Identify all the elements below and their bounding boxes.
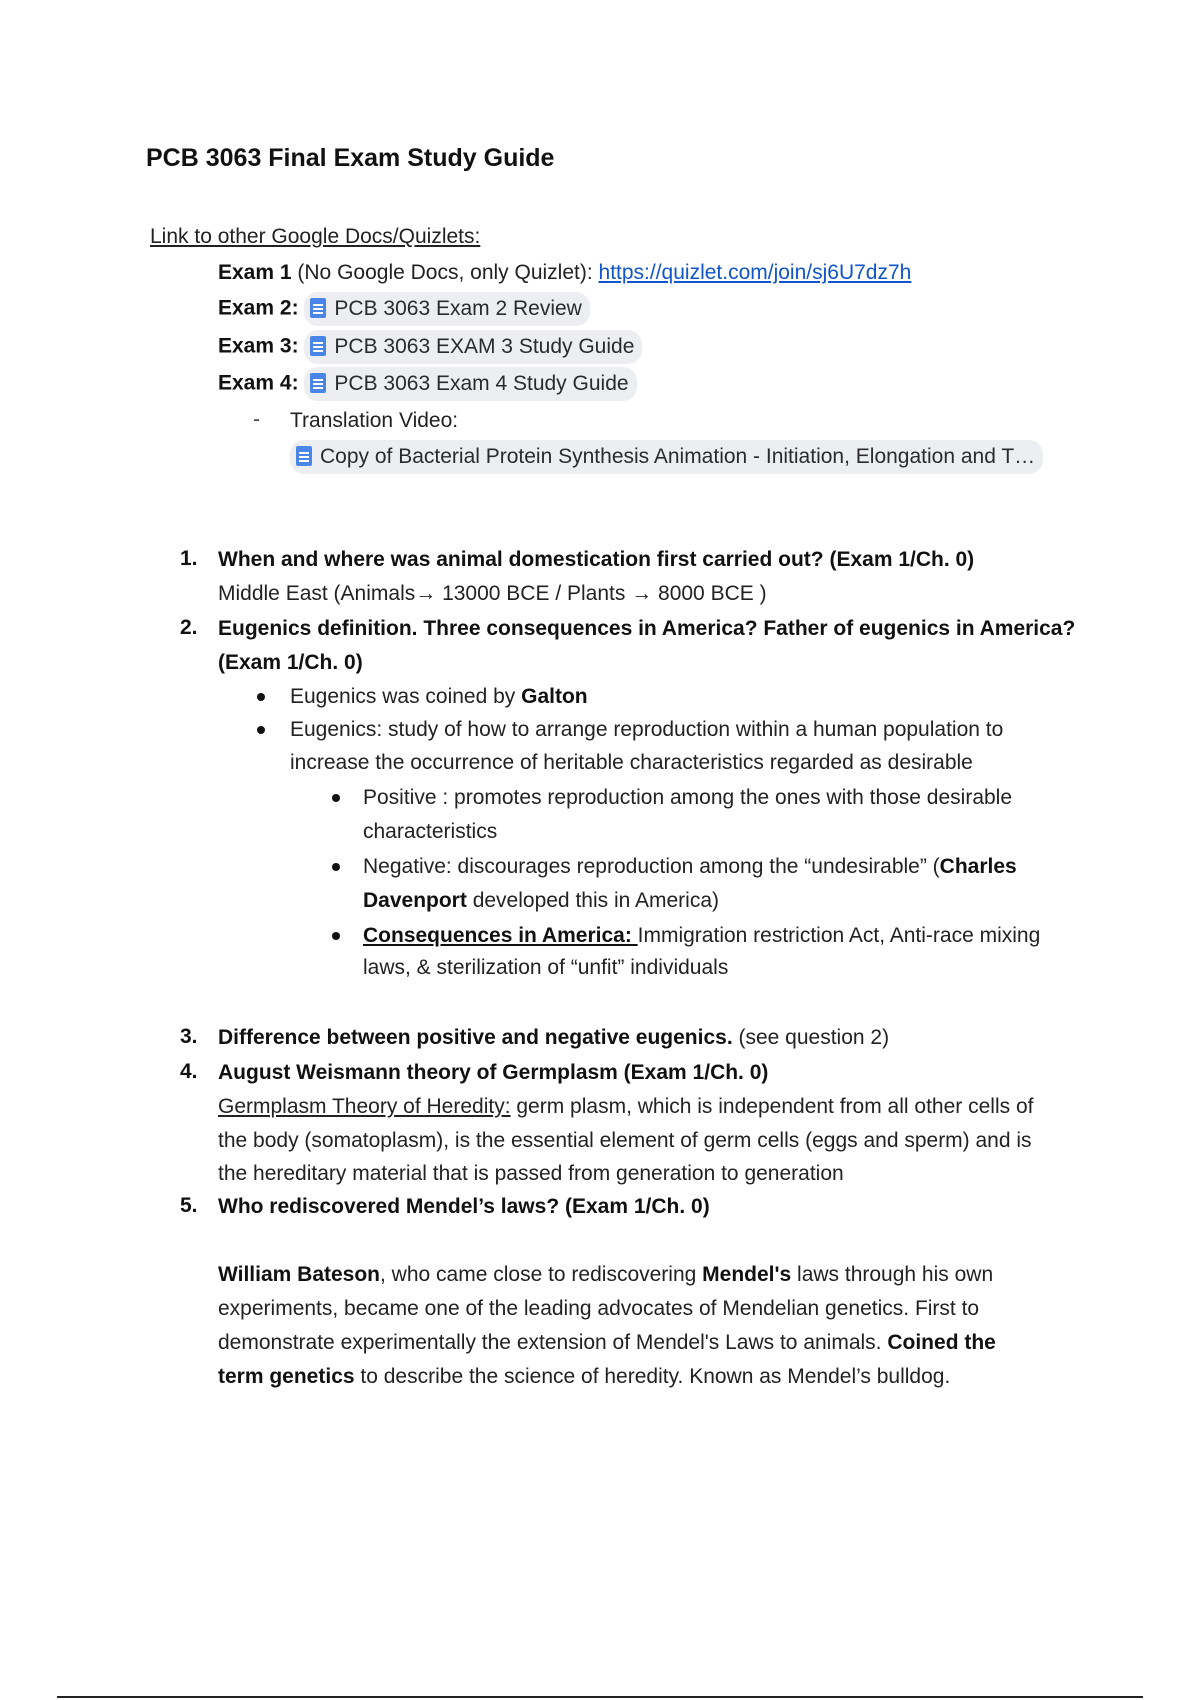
exam2-label: Exam 2 — [218, 296, 292, 320]
q2-bullet2-line1: Eugenics: study of how to arrange reproduction within a human population to — [290, 718, 1004, 741]
translation-video-chip[interactable] — [290, 440, 1043, 474]
quizlet-link[interactable]: https://quizlet.com/join/sj6U7dz7h — [598, 261, 912, 284]
exam3-doc-chip[interactable] — [304, 330, 642, 364]
q1-question: When and where was animal domestication first carried out? (Exam 1/Ch. 0) — [218, 548, 975, 571]
q2-negative-line2: Davenport developed this in America) — [363, 889, 719, 912]
q5-answer-line1: William Bateson, who came close to rediscovering Mendel's laws through his own — [218, 1263, 994, 1286]
q5-answer-line3: demonstrate experimentally the extension of Mendel's Laws to animals. Coined the — [218, 1331, 996, 1354]
exam3-chip-label: PCB 3063 EXAM 3 Study Guide — [334, 335, 635, 358]
q4-answer-line3: the hereditary material that is passed from generation to generation — [218, 1162, 844, 1185]
q4-answer-line1: Germplasm Theory of Heredity: germ plasm, which is independent from all other cells of — [218, 1095, 1034, 1118]
translation-chip-label: Copy of Bacterial Protein Synthesis Animation - Initiation, Elongation and T… — [320, 445, 1036, 468]
links-heading: Link to other Google Docs/Quizlets: — [150, 225, 481, 248]
exam4-chip-label: PCB 3063 Exam 4 Study Guide — [334, 372, 629, 395]
q5-answer-line4: term genetics to describe the science of heredity. Known as Mendel’s bulldog. — [218, 1365, 951, 1388]
exam1-line — [218, 259, 911, 287]
q5-question: Who rediscovered Mendel’s laws? (Exam 1/Ch. 0) — [218, 1195, 710, 1218]
bullet-dot — [257, 726, 265, 734]
exam3-line: Exam 3: PCB 3063 EXAM 3 Study Guide — [218, 330, 642, 364]
google-doc-icon — [310, 373, 326, 393]
translation-label: Translation Video: — [290, 409, 459, 432]
q2-positive-line1: Positive : promotes reproduction among the ones with those desirable — [363, 786, 1013, 809]
q2-question-line1: Eugenics definition. Three consequences in America? Father of eugenics in America? — [218, 617, 1076, 640]
bullet-dot — [332, 794, 340, 802]
google-doc-icon — [310, 336, 326, 356]
exam4-label: Exam 4 — [218, 371, 292, 395]
q2-question-line2: (Exam 1/Ch. 0) — [218, 651, 363, 674]
q2-positive-line2: characteristics — [363, 820, 498, 843]
exam4-line: Exam 4: PCB 3063 Exam 4 Study Guide — [218, 367, 637, 401]
footer-divider — [57, 1696, 1143, 1698]
bullet-dot — [332, 932, 340, 940]
exam1-label: Exam 1 — [218, 261, 292, 284]
q2-negative-line1: Negative: discourages reproduction among the “undesirable” (Charles — [363, 855, 1017, 878]
q3-line: Difference between positive and negative eugenics. (see question 2) — [218, 1026, 890, 1049]
bullet-dot — [332, 863, 340, 871]
q4-number: 4. — [180, 1060, 198, 1083]
exam1-note: (No Google Docs, only Quizlet): — [291, 261, 599, 284]
q2-number: 2. — [180, 616, 198, 639]
q1-answer: Middle East (Animals→ 13000 BCE / Plants → 8000 BCE ) — [218, 582, 767, 605]
q2-bullet2-line2: increase the occurrence of heritable characteristics regarded as desirable — [290, 751, 973, 774]
exam2-chip-label: PCB 3063 Exam 2 Review — [334, 297, 582, 320]
q4-answer-line2: the body (somatoplasm), is the essential element of germ cells (eggs and sperm) and is — [218, 1129, 1032, 1152]
document-title: PCB 3063 Final Exam Study Guide — [146, 144, 555, 172]
exam2-doc-chip[interactable] — [304, 292, 589, 326]
exam2-line: Exam 2: PCB 3063 Exam 2 Review — [218, 292, 590, 326]
google-doc-icon — [296, 446, 312, 466]
q5-answer-line2: experiments, became one of the leading advocates of Mendelian genetics. First to — [218, 1297, 980, 1320]
google-doc-icon — [310, 298, 326, 318]
dash-bullet: - — [253, 408, 260, 431]
q4-question: August Weismann theory of Germplasm (Exam 1/Ch. 0) — [218, 1061, 769, 1084]
q2-consequences-line1: Consequences in America: Immigration restriction Act, Anti-race mixing — [363, 924, 1041, 947]
q3-number: 3. — [180, 1025, 198, 1048]
exam3-label: Exam 3 — [218, 334, 292, 358]
translation-line — [290, 440, 1043, 474]
q1-number: 1. — [180, 547, 198, 570]
bullet-dot — [257, 693, 265, 701]
q2-consequences-line2: laws, & sterilization of “unfit” individuals — [363, 956, 729, 979]
q2-bullet1: Eugenics was coined by Galton — [290, 685, 588, 708]
q5-number: 5. — [180, 1194, 198, 1217]
exam4-doc-chip[interactable] — [304, 367, 636, 401]
